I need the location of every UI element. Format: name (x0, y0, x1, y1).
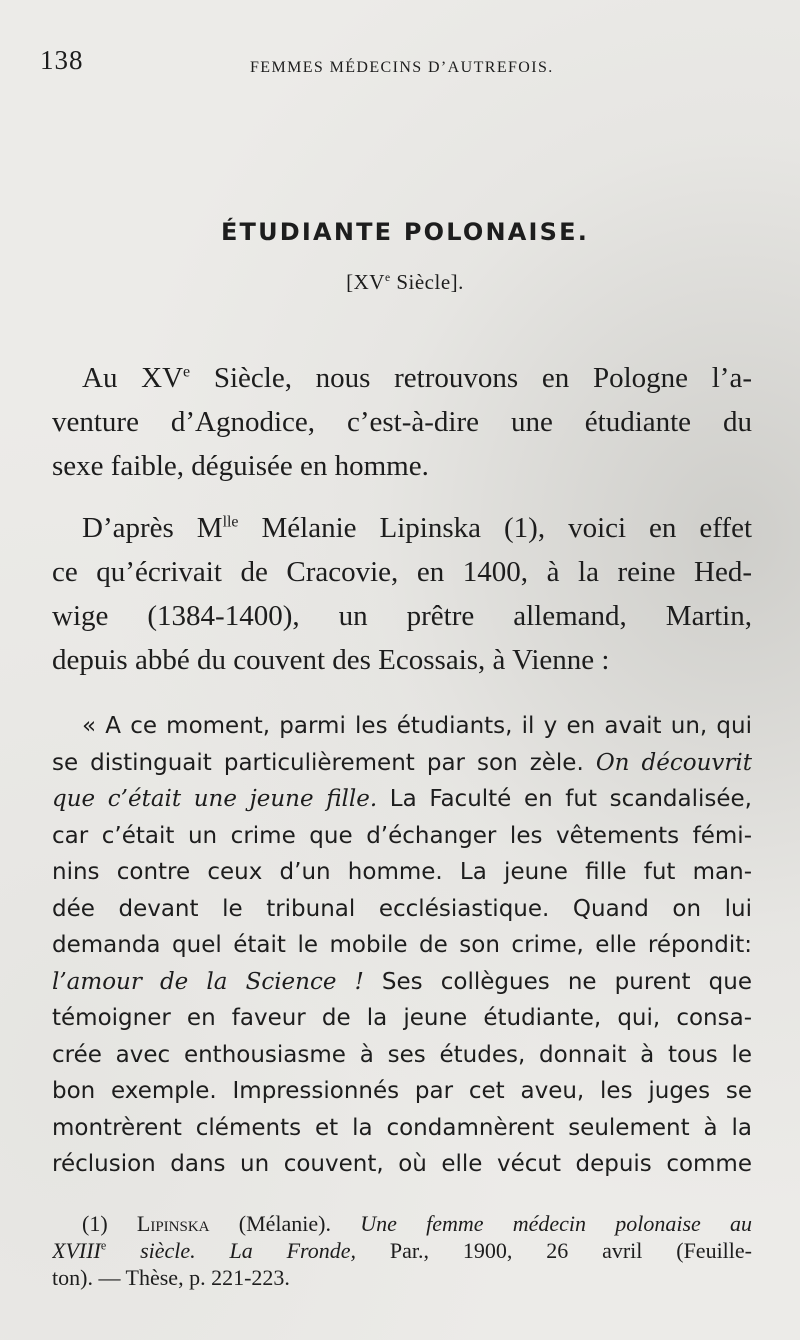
quote-line-6: dée devant le tribunal ecclésiastique. Quand on lui (52, 895, 752, 922)
paragraph-1-line-1: Au XVe Siècle, nous retrouvons en Pologne l’a- (82, 362, 752, 394)
page-number: 138 (40, 45, 84, 75)
paragraph-2-line-4: depuis abbé du couvent des Ecossais, à Vienne : (52, 644, 610, 676)
quote-line-5: nins contre ceux d’un homme. La jeune fille fut man- (52, 859, 752, 885)
subtitle-rest: Siècle]. (390, 270, 464, 294)
quote-line-4: car c’était un crime que d’échanger les vêtements fémi- (52, 822, 752, 849)
section-title: ÉTUDIANTE POLONAISE. (220, 218, 590, 246)
subtitle-superscript: e (384, 272, 391, 284)
footnote-line-1: (1) Lipinska (Mélanie). Une femme médecin polonaise au (82, 1211, 752, 1236)
quote-line-11: bon exemple. Impressionnés par cet aveu, les juges se (52, 1078, 752, 1104)
quote-line-9: témoigner en faveur de la jeune étudiante, qui, consa- (52, 1005, 752, 1031)
paragraph-2 (52, 506, 752, 682)
quote-line-13: réclusion dans un couvent, où elle vécut depuis comme (52, 1151, 752, 1177)
paragraph-1 (52, 356, 752, 488)
quote-line-7: demanda quel était le mobile de son crime, elle répondit: (52, 932, 752, 958)
quote-line-12: montrèrent cléments et la condamnèrent seulement à la (52, 1114, 752, 1141)
running-title: FEMMES MÉDECINS D’AUTREFOIS. (250, 59, 554, 76)
paragraph-1-line-3: sexe faible, déguisée en homme. (52, 450, 429, 482)
quote-line-10: crée avec enthousiasme à ses études, donnait à tous le (52, 1041, 752, 1068)
section-subtitle (0, 270, 800, 295)
quote-line-3: que c’était une jeune fille. La Faculté en fut scandalisée, (52, 786, 752, 812)
subtitle-open: [XV (346, 270, 385, 294)
footnote-line-2: XVIIIe siècle. La Fronde, Par., 1900, 26 avril (Feuille- (52, 1238, 752, 1263)
quote-line-1: « A ce moment, parmi les étudiants, il y en avait un, qui (82, 713, 752, 739)
paragraph-2-line-3: wige (1384-1400), un prêtre allemand, Martin, (52, 600, 752, 632)
quote-line-2: se distinguait particulièrement par son zèle. On découvrit (52, 749, 752, 776)
page-header (40, 45, 620, 79)
paragraph-1-line-2: venture d’Agnodice, c’est-à-dire une étudiante du (52, 406, 752, 438)
footnote (52, 1210, 752, 1291)
quote-line-8: l’amour de la Science ! Ses collègues ne purent que (52, 968, 752, 995)
footnote-line-3: ton). — Thèse, p. 221-223. (52, 1265, 290, 1290)
paragraph-2-line-1: D’après $M^{lle}$ Mélanie Lipinska (1), voici en effet (82, 512, 752, 544)
paragraph-2-line-2: ce qu’écrivait de Cracovie, en 1400, à la reine Hed- (52, 556, 752, 588)
quotation-block (52, 708, 752, 1183)
